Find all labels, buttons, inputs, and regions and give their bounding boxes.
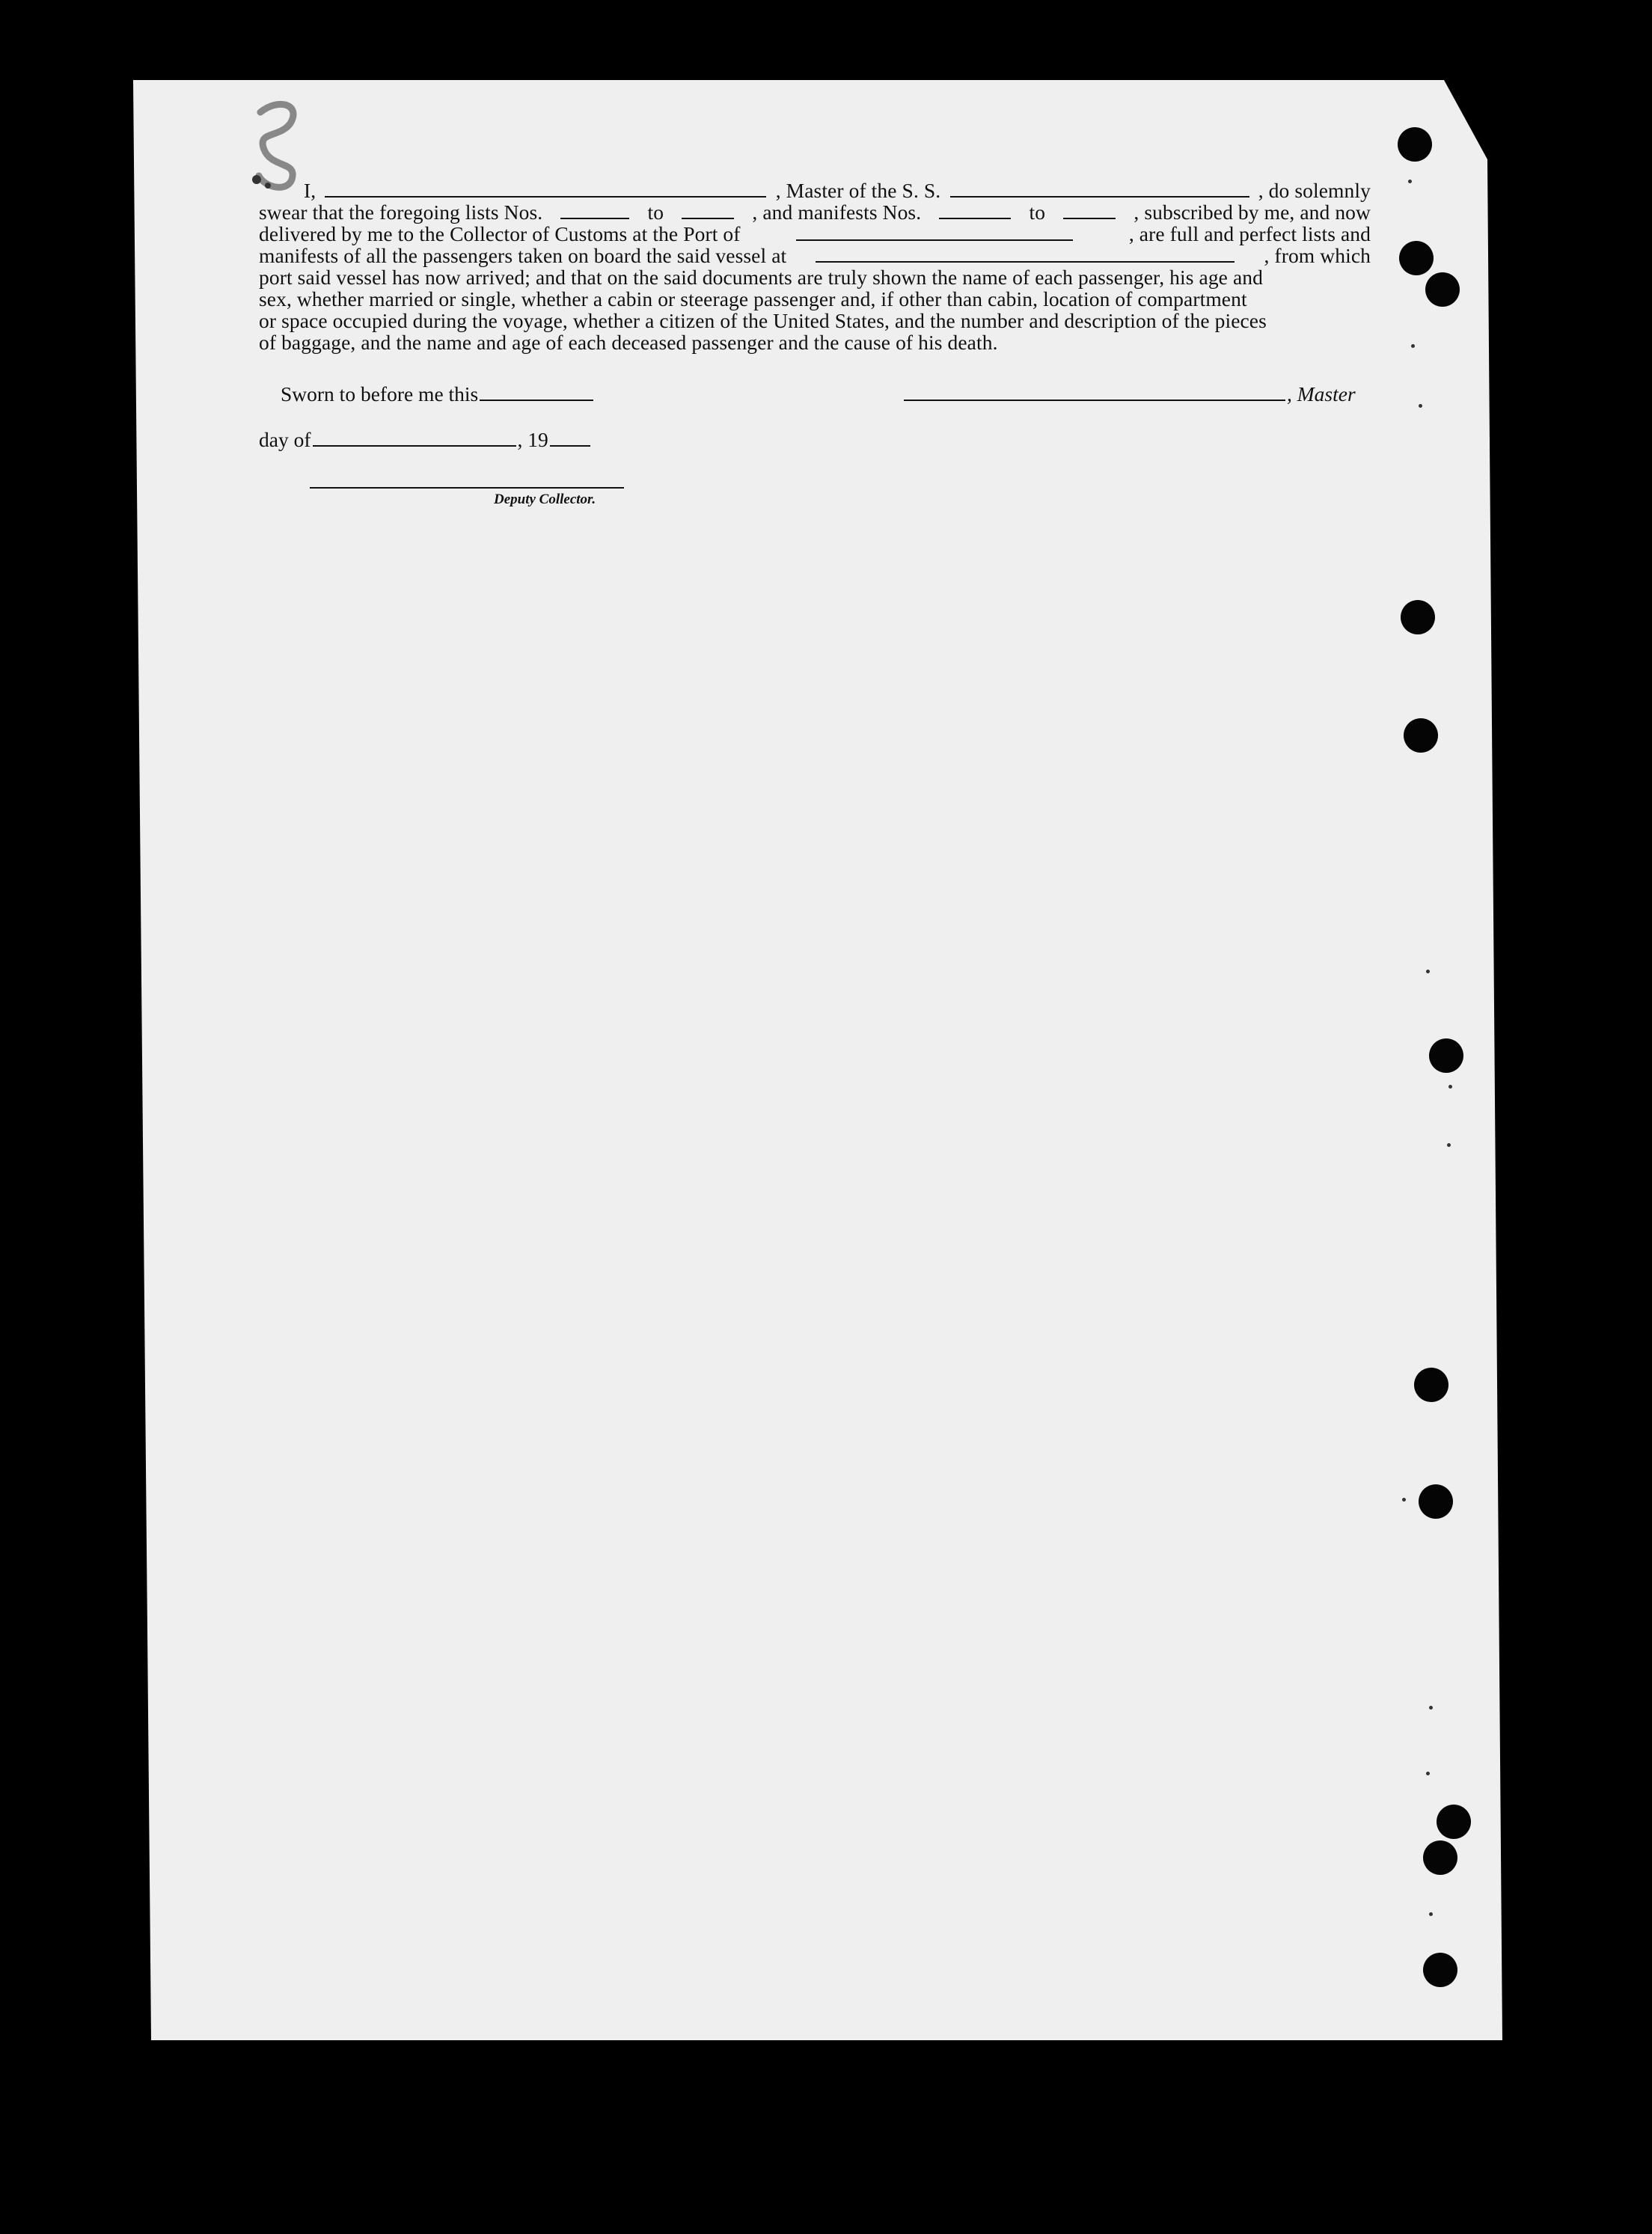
punch-hole	[1437, 1805, 1471, 1839]
sworn-day-blank[interactable]	[480, 399, 593, 401]
list-from-blank[interactable]	[560, 217, 629, 219]
list-to-blank[interactable]	[682, 217, 734, 219]
oath-line-1: I, , Master of the S. S. , do solemnly	[304, 179, 1371, 202]
oath-line-2: swear that the foregoing lists Nos. to , and manifests Nos. to , subscribed by me, and now	[259, 201, 1371, 224]
manifest-from-blank[interactable]	[939, 217, 1011, 219]
speck	[1402, 1498, 1406, 1502]
oath-line-5: port said vessel has now arrived; and that on the said documents are truly shown the name of each passenger, his age and	[259, 266, 1263, 289]
boarding-port-blank[interactable]	[816, 260, 1235, 263]
oath-line-4: manifests of all the passengers taken on board the said vessel at , from which	[259, 244, 1371, 267]
punch-hole	[1399, 241, 1434, 275]
oath-line-6: sex, whether married or single, whether a cabin or steerage passenger and, if other than cabin, location of compartment	[259, 287, 1247, 310]
day-of-line: day of , 19	[259, 428, 592, 452]
speck	[1426, 1772, 1430, 1775]
speck	[1448, 1085, 1452, 1089]
speck	[1411, 344, 1415, 348]
port-blank[interactable]	[796, 239, 1073, 241]
manifest-to-blank[interactable]	[1063, 217, 1116, 219]
speck	[1419, 404, 1422, 408]
punch-hole	[1401, 600, 1435, 634]
month-blank[interactable]	[313, 444, 516, 447]
speck	[1447, 1143, 1451, 1147]
speck	[1408, 180, 1412, 183]
oath-line-3: delivered by me to the Collector of Customs at the Port of , are full and perfect lists and	[259, 222, 1371, 245]
punch-hole	[1414, 1368, 1448, 1402]
oath-paragraph	[259, 180, 1371, 353]
deputy-collector-label: Deputy Collector.	[494, 492, 596, 507]
master-signature-line: , Master	[902, 382, 1356, 406]
speck	[1426, 970, 1430, 973]
punch-hole	[1423, 1840, 1457, 1875]
deputy-collector-signature-rule[interactable]	[310, 487, 624, 489]
year-blank[interactable]	[550, 444, 590, 447]
oath-line-8: of baggage, and the name and age of each deceased passenger and the cause of his death.	[259, 331, 998, 354]
ship-name-blank[interactable]	[950, 195, 1249, 198]
sworn-line: Sworn to before me this	[281, 382, 595, 406]
punch-hole	[1425, 272, 1460, 307]
speck	[1429, 1912, 1433, 1916]
master-signature-blank[interactable]	[904, 399, 1285, 401]
punch-hole	[1404, 718, 1438, 753]
punch-hole	[1419, 1484, 1453, 1519]
stamp-mark	[245, 97, 308, 193]
punch-hole	[1398, 127, 1432, 162]
punch-hole	[1429, 1038, 1463, 1073]
punch-hole	[1423, 1953, 1457, 1987]
document-page	[133, 80, 1502, 2040]
oath-line-7: or space occupied during the voyage, whether a citizen of the United States, and the number and description of the pieces	[259, 309, 1267, 332]
master-name-blank[interactable]	[325, 195, 766, 198]
speck	[1429, 1706, 1433, 1710]
